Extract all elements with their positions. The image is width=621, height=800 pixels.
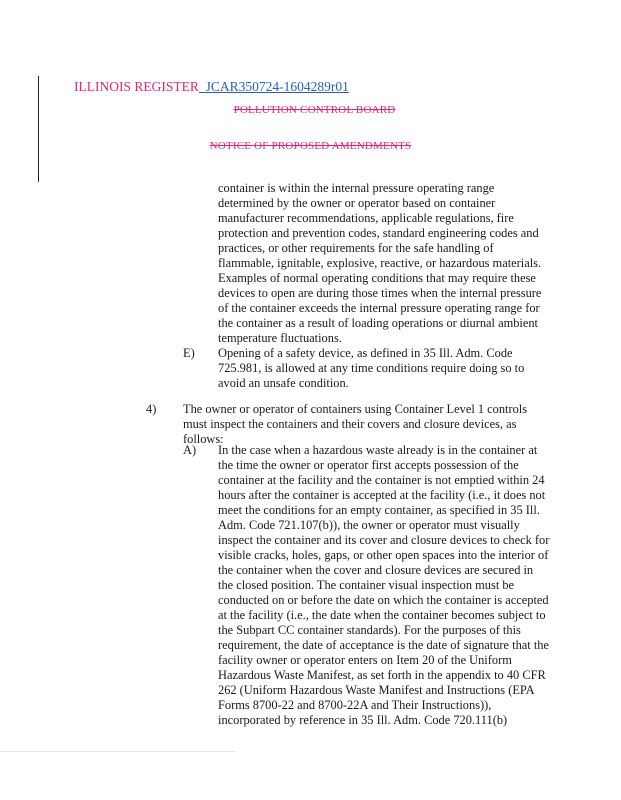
- board-title: POLLUTION CONTROL BOARD: [233, 104, 396, 116]
- item-a-label: A): [183, 443, 197, 457]
- change-bar: [38, 76, 39, 182]
- register-name: ILLINOIS REGISTER: [74, 79, 199, 94]
- register-line: [74, 79, 349, 95]
- register-id-link[interactable]: _JCAR350724-1604289r01: [198, 79, 349, 94]
- item-e-label: E): [183, 346, 195, 360]
- item-4-text: The owner or operator of containers using Container Level 1 controls must inspect the containers and their covers and closure devices, as follows:: [183, 402, 528, 446]
- item-a-text: In the case when a hazardous waste already is in the container at the time the owner or operator first accepts possession of the container at the facility and the container is not emptied within 24 hours after the container is accepted at the facility (i.e., it does not meet the conditions for an empty container, as specified in 35 Ill. Adm. Code 721.107(b)), the owner or operator must visually inspect the container and its cover and closure devices to check for visible cracks, holes, gaps, or other open spaces into the interior of the container when the cover and closure devices are secured in the closed position. The container visual inspection must be conducted on or before the date on which the container is accepted at the facility (i.e., the date when the container becomes subject to the Subpart CC container standards). For the purposes of this requirement, the date of acceptance is the date of signature that the facility owner or operator enters on Item 20 of the Uniform Hazardous Waste Manifest, as set forth in the appendix to 40 CFR 262 (Uniform Hazardous Waste Manifest and Instructions (EPA Forms 8700-22 and 8700-22A and Their Instructions)), incorporated by reference in 35 Ill. Adm. Code 720.111(b): [218, 443, 550, 727]
- notice-title: NOTICE OF PROPOSED AMENDMENTS: [209, 140, 412, 152]
- footer-divider: [0, 751, 235, 752]
- item-4-label: 4): [146, 402, 157, 416]
- continuation-paragraph: container is within the internal pressure operating range determined by the owner or operator based on container manufacturer recommendations, applicable regulations, fire protection and prevention codes, standard engineering codes and practices, or other requirements for the safe handling of flammable, ignitable, explosive, reactive, or hazardous materials. Examples of normal operating conditions that may require these devices to open are during those times when the internal pressure of the container exceeds the internal pressure operating range for the container as a result of loading operations or diurnal ambient temperature fluctuations.: [218, 181, 542, 345]
- item-e-text: Opening of a safety device, as defined in 35 Ill. Adm. Code 725.981, is allowed at any time conditions require doing so to avoid an unsafe condition.: [218, 346, 525, 390]
